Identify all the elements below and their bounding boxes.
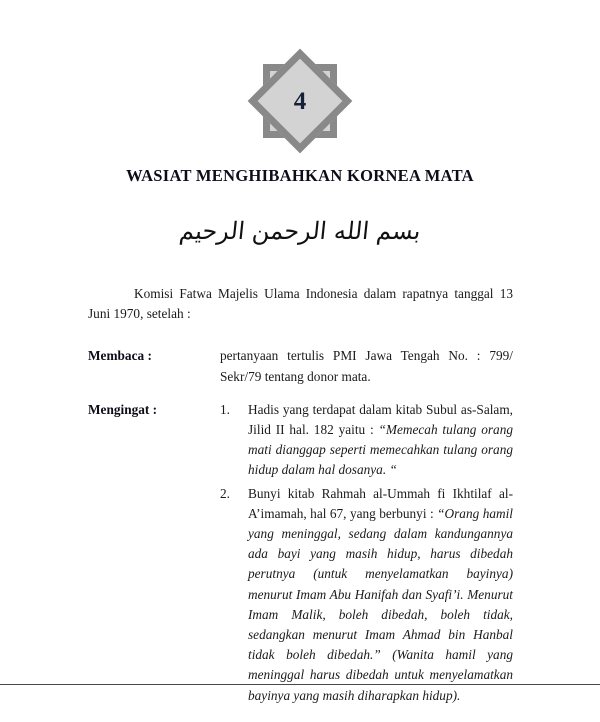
intro-paragraph: Komisi Fatwa Majelis Ulama Indonesia dalam rapatnya tanggal 13 Juni 1970, setelah : — [88, 286, 513, 322]
list-item-text — [248, 400, 513, 481]
list-item-quote: “Memecah tulang orang mati dianggap seperti memecahkan tulang orang hidup dalam hal dosanya. “ — [248, 422, 513, 478]
list-item — [220, 484, 513, 706]
list-item-text — [248, 484, 513, 706]
clause-label-mengingat: Mengingat : — [88, 401, 158, 417]
document-body — [88, 284, 513, 722]
chapter-number: 4 — [293, 87, 307, 115]
clause-label-membaca: Membaca : — [88, 348, 152, 364]
clause-mengingat — [88, 400, 513, 709]
basmala-arabic-text: بسم الله الرحمن الرحيم — [177, 217, 423, 245]
list-item-quote: “Orang hamil yang meninggal, sedang dalam kandungannya ada bayi yang masih hidup, harus dibedah perutnya (untuk menyelamatkan bayinya) menurut Imam Abu Hanifah dan Syafi’i. Menurut Imam Malik, boleh dibedah, boleh tidak, sedangkan menurut Imam Ahmad bin Hanbal tidak boleh dibedah.” (Wanita hamil yang meninggal harus dibedah untuk menyelamatkan bayinya yang masih diharapkan hidup). — [248, 505, 513, 703]
list-item-lead: Hadis yang terdapat dalam kitab Subul as-Salam, Jilid II hal. 182 yaitu : — [248, 401, 513, 438]
clause-membaca — [88, 346, 513, 386]
clause-body-mengingat — [220, 400, 513, 709]
list-item-lead: Bunyi kitab Rahmah al-Ummah fi Ikhtilaf al-A’imamah, hal 67, yang berbunyi : — [248, 485, 513, 521]
list-item-marker: 2. — [220, 485, 230, 501]
eight-point-star-icon — [263, 64, 337, 138]
page-title: WASIAT MENGHIBAHKAN KORNEA MATA — [126, 166, 474, 186]
mengingat-numbered-list — [220, 400, 513, 706]
clause-body-membaca: pertanyaan tertulis PMI Jawa Tengah No. : 799/ Sekr/79 tentang donor mata. — [220, 348, 513, 384]
list-item-marker: 1. — [220, 401, 230, 417]
chapter-badge-container — [0, 64, 600, 138]
list-item — [220, 400, 513, 481]
